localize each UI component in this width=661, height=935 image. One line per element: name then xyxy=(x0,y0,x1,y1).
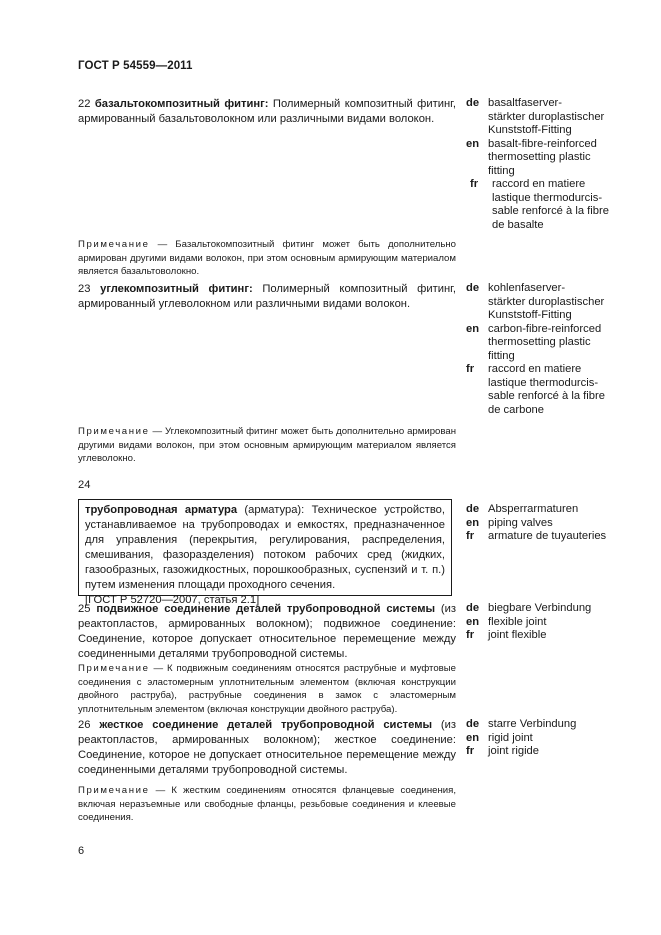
term-23-number: 23 xyxy=(78,283,91,295)
lang-row: en flexible joint xyxy=(466,615,547,628)
lang-row: fr armature de tuyauteries xyxy=(466,530,607,542)
lang-row: de starre Verbindung xyxy=(466,718,577,730)
note-text: — К жестким соединениям относятся фланцевые соединения, включая неразъемные или свободные фланцы, резьбовые соединения и клеевые соединения. xyxy=(78,785,456,823)
term-22-definition: Полимерный композитный фитинг, армированный базальтоволокном или различными видами волокон. xyxy=(78,98,457,125)
note-label: Примечание xyxy=(78,663,150,674)
note-label: Примечание xyxy=(78,785,150,796)
term-24-equivalents xyxy=(466,503,651,544)
term-24-number: 24 xyxy=(78,479,91,491)
note-label: Примечание xyxy=(78,239,150,250)
term-24-entry xyxy=(85,503,445,593)
page-number: 6 xyxy=(78,845,85,857)
term-22-name: базальтокомпозитный фитинг: xyxy=(94,98,269,110)
note-label: Примечание xyxy=(78,426,150,437)
term-25-name: подвижное соединение деталей трубопроводной системы xyxy=(96,603,436,615)
term-23-note xyxy=(78,425,456,466)
term-22-note xyxy=(78,238,456,279)
term-24-source: [ГОСТ Р 52720—2007, статья 2.1] xyxy=(85,594,260,606)
lang-row: en rigid joint xyxy=(466,731,533,744)
lang-row: de basaltfaserver- stärkter duroplastischer Kunststoff-Fitting xyxy=(466,97,605,136)
lang-row: fr raccord en matiere lastique thermodurcis- sable renforcé à la fibre de basalte xyxy=(470,178,609,231)
term-23-name: углекомпозитный фитинг: xyxy=(100,283,253,295)
lang-row: de kohlenfaserver- stärkter duroplastischer Kunststoff-Fitting xyxy=(466,282,605,321)
term-26-note xyxy=(78,784,456,825)
lang-row: fr joint flexible xyxy=(466,629,547,641)
lang-row: en carbon-fibre-reinforced thermosetting plastic fitting xyxy=(466,322,602,362)
term-25-note xyxy=(78,662,456,716)
note-text: — К подвижным соединениям относятся раструбные и муфтовые соединения с эластомерным уплотнительным элементом (включая конструкции двойного раструба), раструбные соединения в замок с эластомерным уплотнительным элементом (включая конструкции двойного раструба). xyxy=(78,663,456,715)
lang-row: fr raccord en matiere lastique thermodurcis- sable renforcé à la fibre de carbone xyxy=(466,363,605,416)
term-25-definition: (из реактопластов, армированных волокном); подвижное соединение: Соединение, которое допускает относительное перемещение между соединенными деталями трубопроводной системы. xyxy=(78,603,457,660)
term-22-equivalents xyxy=(466,97,651,232)
note-text: — Углекомпозитный фитинг может быть дополнительно армирован другими видами волокон, при этом основным армирующим материалом является углеволокно. xyxy=(78,426,456,464)
term-26-number: 26 xyxy=(78,719,91,731)
term-23-entry xyxy=(78,282,456,312)
term-25-number: 25 xyxy=(78,603,91,615)
lang-row: fr joint rigide xyxy=(466,745,539,757)
term-24-name: трубопроводная арматура xyxy=(85,504,238,516)
term-23-equivalents xyxy=(466,282,651,417)
term-25-equivalents xyxy=(466,602,651,643)
lang-row: de Absperrarmaturen xyxy=(466,503,579,515)
note-text: — Базальтокомпозитный фитинг может быть дополнительно армирован другими видами волокон, при этом основным армирующим материалом является базальтоволокно. xyxy=(78,239,456,277)
lang-row: en piping valves xyxy=(466,516,553,529)
term-24-box xyxy=(78,499,452,606)
lang-row: en basalt-fibre-reinforced thermosetting plastic fitting xyxy=(466,137,597,177)
document-header: ГОСТ Р 54559—2011 xyxy=(78,60,193,72)
lang-row: de biegbare Verbindung xyxy=(466,602,592,614)
term-24-definition: (арматура): Техническое устройство, устанавливаемое на трубопроводах и емкостях, предназначенное для управления (перекрытия, регулирования, распределения, смешивания, фазоразделения) потоком рабочих сред (жидких, газообразных, газожидкостных, порошкообразных, суспензий и т. п.) путем изменения площади проходного сечения. xyxy=(85,504,445,591)
term-22-number: 22 xyxy=(78,98,91,110)
term-26-equivalents xyxy=(466,718,651,759)
term-26-definition: (из реактопластов, армированных волокном); жесткое соединение: Соединение, которое не допускает относительное перемещение между соединенными деталями трубопроводной системы. xyxy=(78,719,457,776)
term-26-entry xyxy=(78,718,456,778)
term-26-name: жесткое соединение деталей трубопроводной системы xyxy=(99,719,433,731)
term-25-entry xyxy=(78,602,456,662)
term-23-definition: Полимерный композитный фитинг, армированный углеволокном или различными видами волокон. xyxy=(78,283,456,310)
term-22-entry xyxy=(78,97,456,127)
